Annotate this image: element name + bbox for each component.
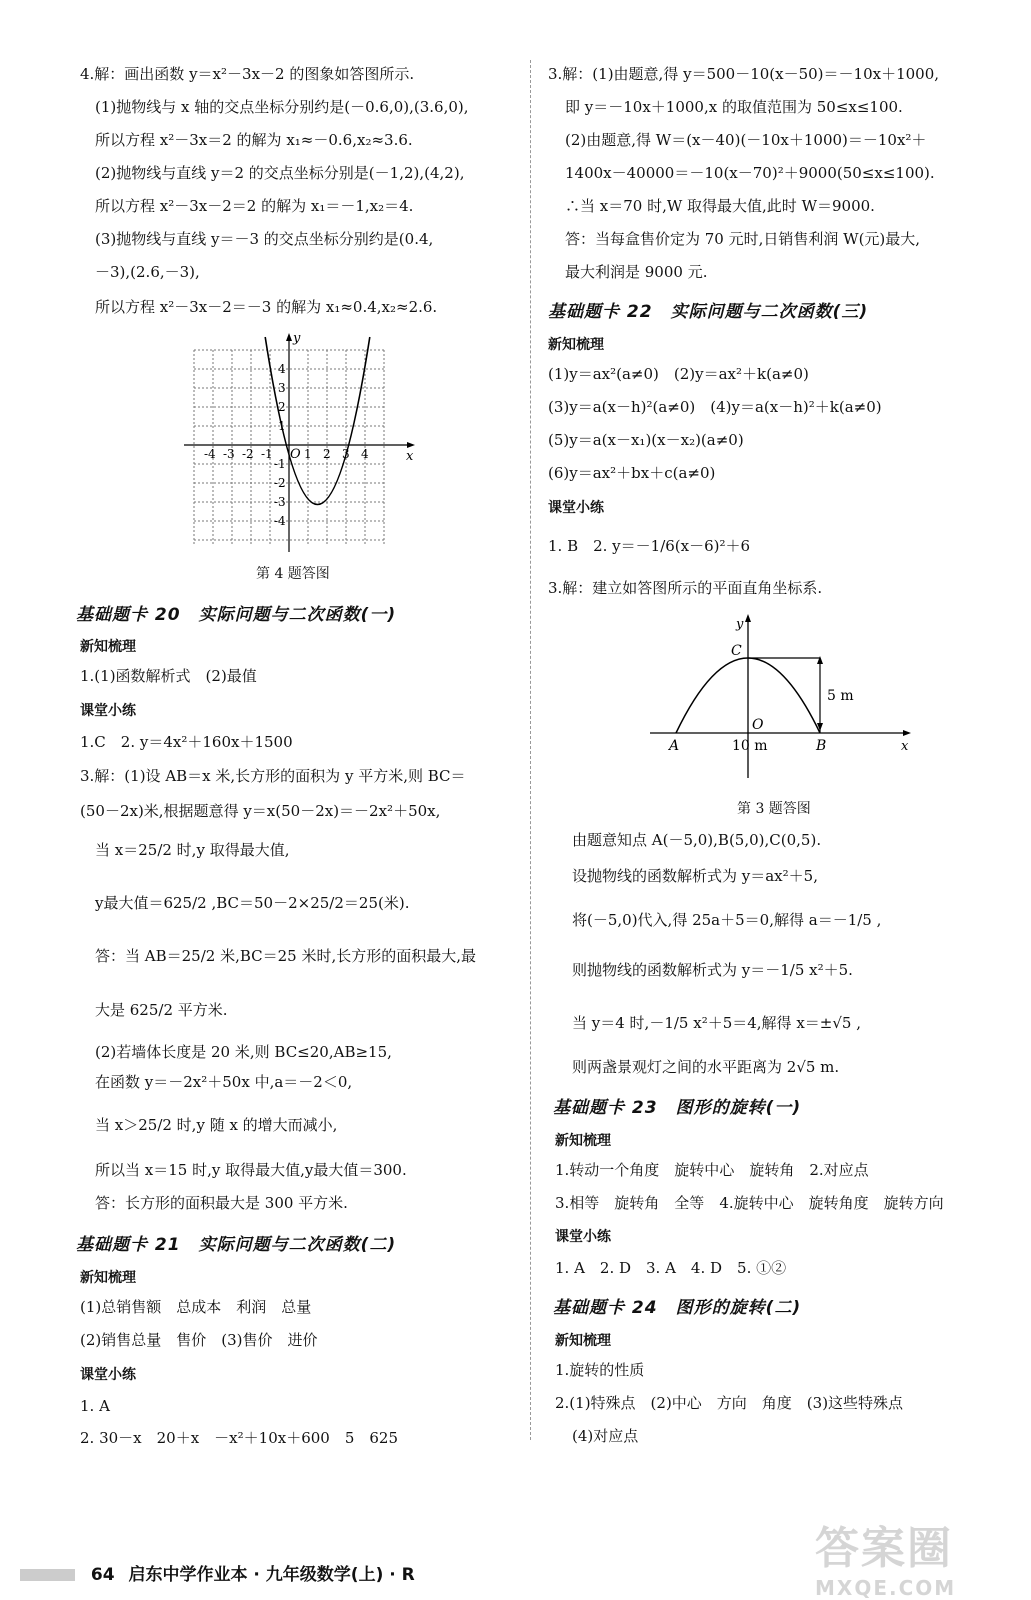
- q4-line-2: (1)抛物线与 x 轴的交点坐标分别约是(－0.6,0),(3.6,0),: [95, 98, 469, 116]
- q4-line-1: 4.解：画出函数 y＝x²－3x－2 的图象如答图所示.: [80, 65, 415, 83]
- q4-line-5: 所以方程 x²－3x－2＝2 的解为 x₁＝－1,x₂＝4.: [95, 197, 414, 215]
- graph1-ytick: -4: [274, 514, 286, 528]
- graph1-ytick: 3: [278, 381, 286, 395]
- card21-line: (2)销售总量 售价 (3)售价 进价: [80, 1331, 318, 1349]
- card22-title: 基础题卡 22 实际问题与二次函数(三): [548, 302, 869, 322]
- graph1-ytick: -1: [274, 457, 286, 471]
- graph2-point-c: C: [731, 643, 742, 659]
- card20-title: 基础题卡 20 实际问题与二次函数(一): [76, 605, 397, 625]
- card20-body: 答：长方形的面积最大是 300 平方米.: [95, 1194, 348, 1212]
- graph2-y-label: y: [736, 617, 744, 632]
- graph2-height-label: 5 m: [827, 688, 854, 704]
- card20-body: y最大值＝625/2 ,BC＝50－2×25/2＝25(米).: [95, 894, 410, 912]
- graph1-xtick: -1: [261, 447, 273, 461]
- card24-title: 基础题卡 24 图形的旋转(二): [553, 1298, 802, 1318]
- card20-body: 答：当 AB＝25/2 米,BC＝25 米时,长方形的面积最大,最: [95, 947, 477, 965]
- q3-line: 答：当每盒售价定为 70 元时,日销售利润 W(元)最大,: [565, 230, 921, 248]
- card22-body: 将(－5,0)代入,得 25a＋5＝0,解得 a＝－1/5 ,: [572, 911, 882, 929]
- graph1-xtick: 2: [323, 447, 331, 461]
- card22-sec1: 新知梳理: [548, 337, 604, 353]
- q3-line: 即 y＝－10x＋1000,x 的取值范围为 50≤x≤100.: [565, 98, 903, 116]
- graph1-ytick: 4: [278, 362, 286, 376]
- q4-line-7: －3),(2.6,－3),: [95, 263, 200, 281]
- card21-title: 基础题卡 21 实际问题与二次函数(二): [76, 1235, 397, 1255]
- card21-line: 2. 30－x 20＋x －x²＋10x＋600 5 625: [80, 1429, 398, 1447]
- graph1-ytick: -2: [274, 476, 286, 490]
- watermark-main: 答案圈: [815, 1523, 953, 1574]
- card22-line: 3.解：建立如答图所示的平面直角坐标系.: [548, 579, 823, 597]
- card23-line: 1.转动一个角度 旋转中心 旋转角 2.对应点: [555, 1161, 869, 1179]
- q3-line: 最大利润是 9000 元.: [565, 263, 708, 281]
- q4-line-6: (3)抛物线与直线 y＝－3 的交点坐标分别约是(0.4,: [95, 230, 434, 248]
- q3-line: (2)由题意,得 W＝(x－40)(－10x＋1000)＝－10x²＋: [565, 131, 927, 149]
- graph1-xtick: 4: [361, 447, 369, 461]
- graph1-xtick: 1: [304, 447, 312, 461]
- card20-body: 所以当 x＝15 时,y 取得最大值,y最大值＝300.: [95, 1161, 407, 1179]
- card23-line: 3.相等 旋转角 全等 4.旋转中心 旋转角度 旋转方向: [555, 1194, 944, 1212]
- q3-line: 1400x－40000＝－10(x－70)²＋9000(50≤x≤100).: [565, 164, 935, 182]
- column-divider: [530, 60, 531, 1440]
- card23-title: 基础题卡 23 图形的旋转(一): [553, 1098, 802, 1118]
- watermark-url: MXQE.COM: [815, 1576, 957, 1600]
- graph1-origin: O: [290, 447, 301, 462]
- q4-line-8: 所以方程 x²－3x－2＝－3 的解为 x₁≈0.4,x₂≈2.6.: [95, 298, 438, 316]
- card24-line: (4)对应点: [572, 1427, 639, 1445]
- card22-sec2: 课堂小练: [548, 500, 604, 516]
- card23-sec2: 课堂小练: [555, 1229, 611, 1245]
- q3-line: ∴当 x＝70 时,W 取得最大值,此时 W＝9000.: [565, 197, 875, 215]
- card20-body: (2)若墙体长度是 20 米,则 BC≤20,AB≥15,: [95, 1043, 392, 1061]
- footer-bar: [20, 1569, 75, 1581]
- card20-line: 1.(1)函数解析式 (2)最值: [80, 667, 257, 685]
- card22-body: 由题意知点 A(－5,0),B(5,0),C(0,5).: [572, 831, 822, 849]
- graph1-xtick: 3: [342, 447, 350, 461]
- book-title: 启东中学作业本 · 九年级数学(上) · R: [128, 1565, 415, 1585]
- card22-line: (1)y＝ax²(a≠0) (2)y＝ax²＋k(a≠0): [548, 365, 809, 383]
- q3-arch-graph: [645, 608, 925, 788]
- graph2-x-label: x: [901, 739, 909, 754]
- watermark-logo: [815, 1512, 1015, 1600]
- graph1-xtick: -4: [204, 447, 216, 461]
- card20-body: (50－2x)米,根据题意得 y＝x(50－2x)＝－2x²＋50x,: [80, 802, 441, 820]
- card20-body: 大是 625/2 平方米.: [95, 1001, 228, 1019]
- card23-sec1: 新知梳理: [555, 1133, 611, 1149]
- q4-line-3: 所以方程 x²－3x＝2 的解为 x₁≈－0.6,x₂≈3.6.: [95, 131, 413, 149]
- card21-sec1: 新知梳理: [80, 1270, 136, 1286]
- card24-line: 1.旋转的性质: [555, 1361, 645, 1379]
- card21-sec2: 课堂小练: [80, 1367, 136, 1383]
- graph2-point-o: O: [752, 717, 764, 733]
- card22-line: 1. B 2. y＝－1/6(x－6)²＋6: [548, 537, 751, 555]
- graph2-caption: 第 3 题答图: [737, 801, 811, 817]
- card22-body: 则抛物线的函数解析式为 y＝－1/5 x²＋5.: [572, 961, 853, 979]
- card20-line: 1.C 2. y＝4x²＋160x＋1500: [80, 733, 293, 751]
- graph1-ytick: -3: [274, 495, 286, 509]
- card22-body: 设抛物线的函数解析式为 y＝ax²＋5,: [572, 867, 818, 885]
- q4-parabola-graph: [180, 330, 420, 555]
- graph2-point-b: B: [816, 738, 827, 754]
- graph1-ytick: 2: [278, 400, 286, 414]
- graph2-point-a: A: [669, 738, 680, 754]
- card22-line: (5)y＝a(x－x₁)(x－x₂)(a≠0): [548, 431, 744, 449]
- card20-sec2: 课堂小练: [80, 703, 136, 719]
- page-number: 64: [90, 1565, 115, 1585]
- card22-body: 当 y＝4 时,－1/5 x²＋5＝4,解得 x＝±√5 ,: [572, 1014, 861, 1032]
- card20-body: 当 x＝25/2 时,y 取得最大值,: [95, 841, 290, 859]
- card20-sec1: 新知梳理: [80, 639, 136, 655]
- card21-line: 1. A: [80, 1397, 110, 1415]
- graph1-x-label: x: [406, 449, 414, 464]
- card22-line: (6)y＝ax²＋bx＋c(a≠0): [548, 464, 716, 482]
- card23-line: 1. A 2. D 3. A 4. D 5. ①②: [555, 1259, 787, 1277]
- page-footer: [20, 1560, 415, 1585]
- graph2-width-label: 10 m: [732, 738, 768, 754]
- graph1-caption: 第 4 题答图: [256, 566, 330, 582]
- card21-line: (1)总销售额 总成本 利润 总量: [80, 1298, 312, 1316]
- card24-sec1: 新知梳理: [555, 1333, 611, 1349]
- card20-body: 3.解：(1)设 AB＝x 米,长方形的面积为 y 平方米,则 BC＝: [80, 767, 466, 785]
- card22-line: (3)y＝a(x－h)²(a≠0) (4)y＝a(x－h)²＋k(a≠0): [548, 398, 882, 416]
- card20-body: 当 x＞25/2 时,y 随 x 的增大而减小,: [95, 1116, 338, 1134]
- card20-body: 在函数 y＝－2x²＋50x 中,a＝－2＜0,: [95, 1073, 353, 1091]
- graph1-xtick: -3: [223, 447, 235, 461]
- card24-line: 2.(1)特殊点 (2)中心 方向 角度 (3)这些特殊点: [555, 1394, 904, 1412]
- graph1-ytick: 1: [278, 419, 286, 433]
- graph1-xtick: -2: [242, 447, 254, 461]
- graph1-y-label: y: [293, 331, 301, 346]
- q4-line-4: (2)抛物线与直线 y＝2 的交点坐标分别是(－1,2),(4,2),: [95, 164, 465, 182]
- q3-line: 3.解：(1)由题意,得 y＝500－10(x－50)＝－10x＋1000,: [548, 65, 940, 83]
- card22-body: 则两盏景观灯之间的水平距离为 2√5 m.: [572, 1058, 840, 1076]
